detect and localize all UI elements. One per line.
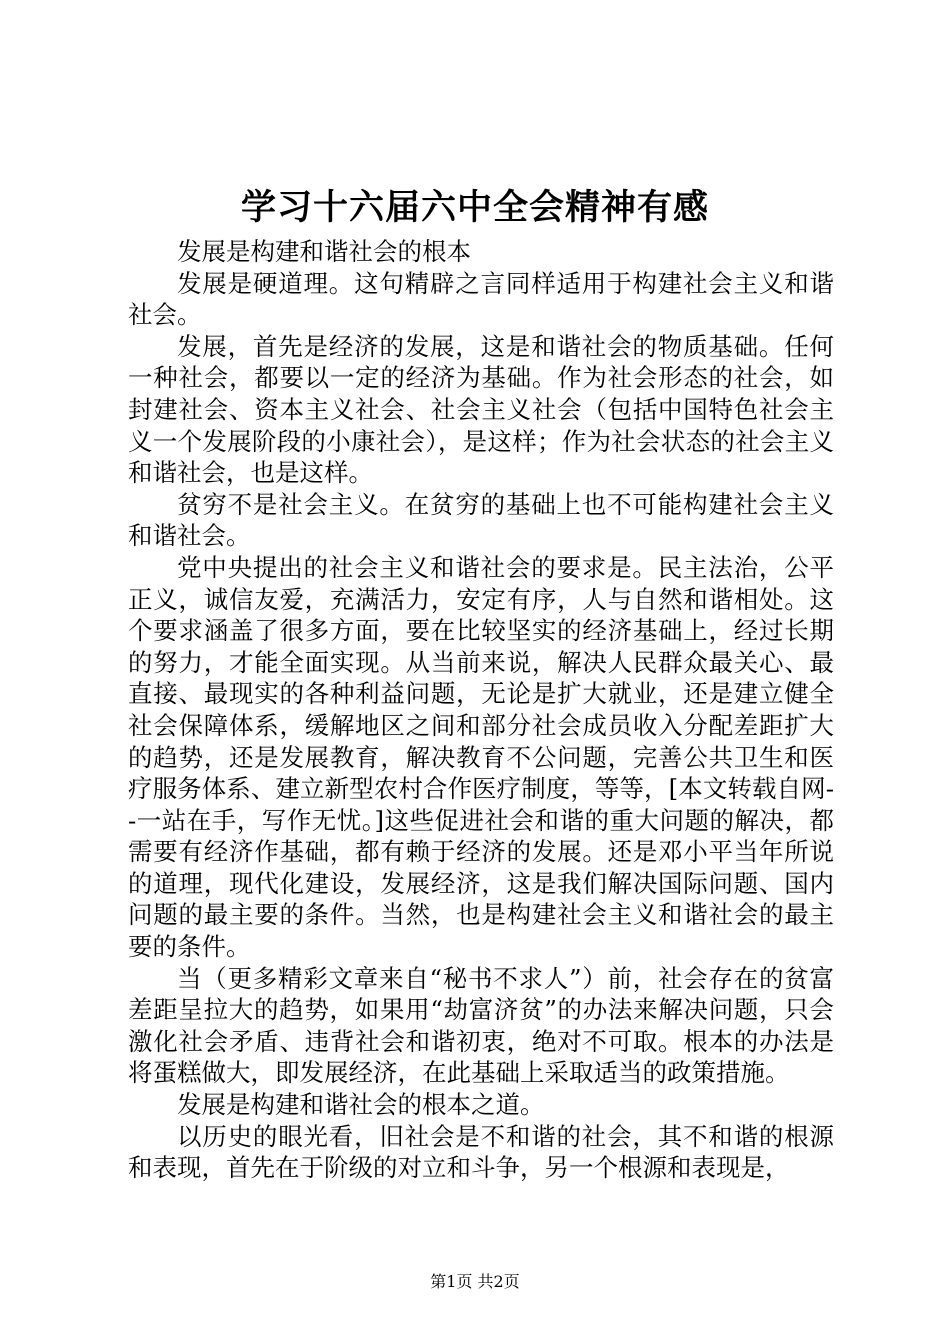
paragraph: 以历史的眼光看，旧社会是不和谐的社会，其不和谐的根源和表现，首先在于阶级的对立和斗争，另一个根源和表现是， xyxy=(128,1121,834,1183)
paragraph: 发展是硬道理。这句精辟之言同样适用于构建社会主义和谐社会。 xyxy=(128,268,834,330)
paragraph: 党中央提出的社会主义和谐社会的要求是。民主法治，公平正义，诚信友爱，充满活力，安定有序，人与自然和谐相处。这个要求涵盖了很多方面，要在比较坚实的经济基础上，经过长期的努力，才能全面实现。从当前来说，解决人民群众最关心、最直接、最现实的各种利益问题，无论是扩大就业，还是建立健全社会保障体系，缓解地区之间和部分社会成员收入分配差距扩大的趋势，还是发展教育，解决教育不公问题，完善公共卫生和医疗服务体系、建立新型农村合作医疗制度，等等，[本文转载自网--一站在手，写作无忧。]这些促进社会和谐的重大问题的解决，都需要有经济作基础，都有赖于经济的发展。还是邓小平当年所说的道理，现代化建设，发展经济，这是我们解决国际问题、国内问题的最主要的条件。当然，也是构建社会主义和谐社会的最主要的条件。 xyxy=(128,552,834,962)
paragraph: 发展是构建和谐社会的根本之道。 xyxy=(177,1090,545,1120)
paragraph: 发展，首先是经济的发展，这是和谐社会的物质基础。任何一种社会，都要以一定的经济为基础。作为社会形态的社会，如封建社会、资本主义社会、社会主义社会（包括中国特色社会主义一个发展阶段的小康社会），是这样；作为社会状态的社会主义和谐社会，也是这样。 xyxy=(128,331,834,488)
page-footer: 第1页 共2页 xyxy=(430,1272,520,1291)
document-body xyxy=(128,236,834,1184)
paragraph: 发展是构建和谐社会的根本 xyxy=(177,237,471,266)
document-title: 学习十六届六中全会精神有感 xyxy=(240,187,709,228)
paragraph: 贫穷不是社会主义。在贫穷的基础上也不可能构建社会主义和谐社会。 xyxy=(128,489,834,551)
paragraph: 当（更多精彩文章来自“秘书不求人”）前，社会存在的贫富差距呈拉大的趋势，如果用“劫富济贫”的办法来解决问题，只会激化社会矛盾、违背社会和谐初衷，绝对不可取。根本的办法是将蛋糕做大，即发展经济，在此基础上采取适当的政策措施。 xyxy=(128,963,834,1088)
